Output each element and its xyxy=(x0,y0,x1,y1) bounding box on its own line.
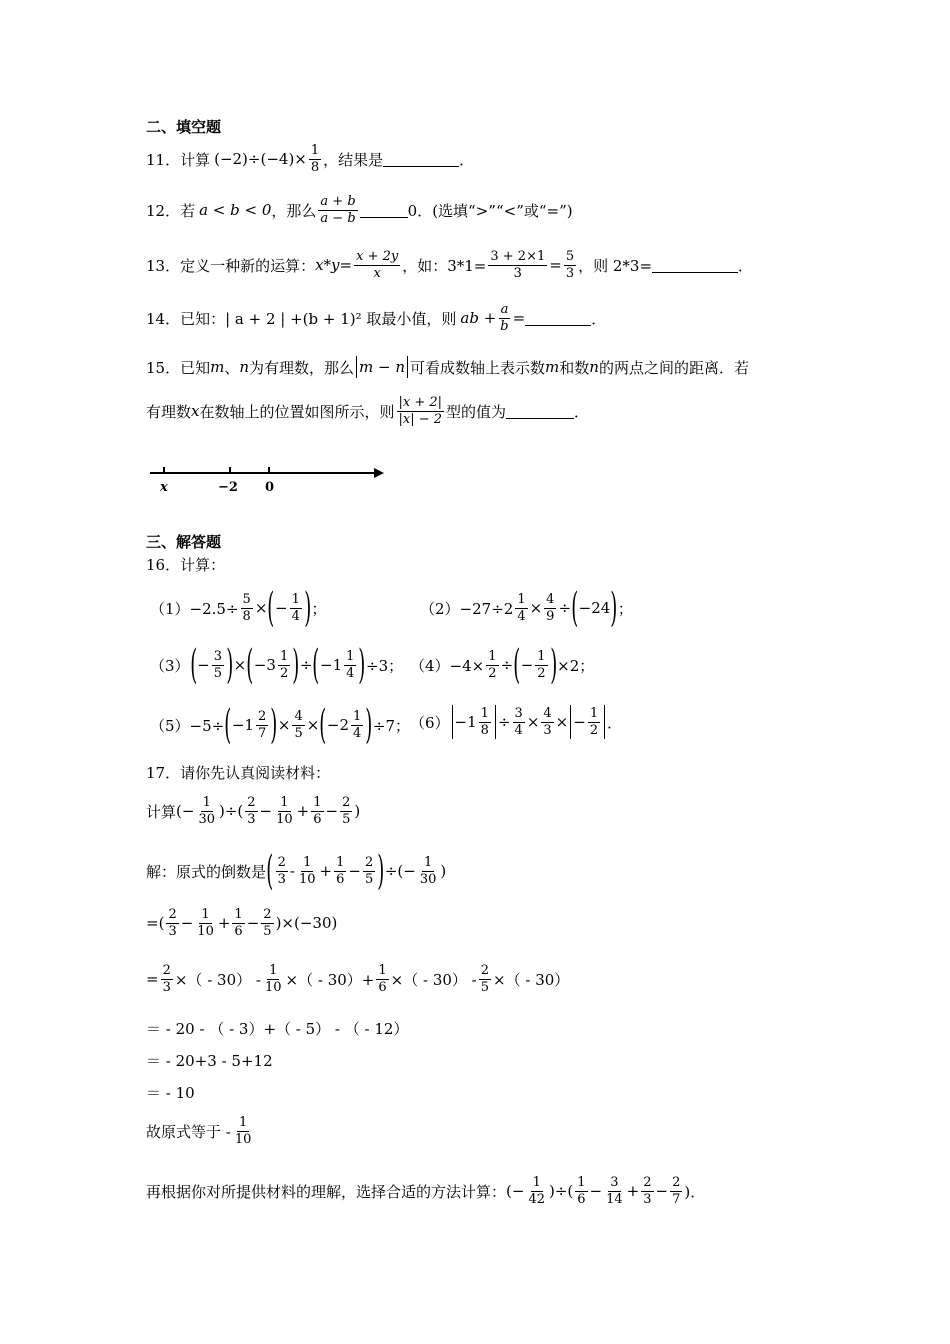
axis-label-0: 0 xyxy=(265,480,275,495)
question-14: 14．已知： | a + 2 | +(b + 1)² 取最小值，则 ab + $\frac{a}{b}$ = ． xyxy=(146,302,607,334)
q17-solution-line1: 解：原式的倒数是 ( 2 3 - 1 10 + 1 6 − 2 5 ) ÷(− 1 30 ) xyxy=(146,848,447,894)
fraction: |x + 2| |x| − 2 xyxy=(398,395,443,427)
question-16-title: 16．计算： xyxy=(146,556,226,574)
question-15-line1: 15．已知 m 、 n 为有理数，那么 m − n 可看成数轴上表示数 m 和数 n 的两点之间的距离．若 xyxy=(146,358,749,377)
fraction: $\frac{5}{3}$ xyxy=(565,249,575,281)
q17-solution-line7: 故原式等于 - 1 10 xyxy=(146,1115,252,1147)
section-heading-fill-blank: 二、填空题 xyxy=(146,118,222,136)
q16-part-5: （5）−5÷ ( −1 2 7 ) × 4 5 × ( −2 1 4 ) ÷7； xyxy=(150,702,411,748)
fraction: a + b a − b xyxy=(320,194,356,226)
fraction: $\frac{1}{8}$ xyxy=(310,143,320,175)
q16-part-4: （4）−4× $\frac{1}{2}$ ÷ ( − 1 2 ) ×2； xyxy=(410,642,595,688)
axis-label-x: x xyxy=(160,480,168,495)
question-12: 12．若 a < b < 0 ，那么 a + b a − b 0．(选填“>”“<”或“=”) xyxy=(146,194,573,226)
answer-blank[interactable] xyxy=(525,310,591,326)
question-17-title: 17．请你先认真阅读材料： xyxy=(146,764,331,782)
fraction: $\frac{3 + 2\times 1}{3}$ xyxy=(490,249,546,281)
q16-part-3: （3） ( − 3 5 ) × ( −3 1 2 ) ÷ ( −1 1 4 ) ÷3； xyxy=(150,642,404,688)
answer-blank[interactable] xyxy=(652,257,738,273)
q16-part-6: （6） −1 1 8 ÷ 3 4 × 4 3 × − 1 2 ． xyxy=(410,706,623,738)
q17-final-task: 再根据你对所提供材料的理解，选择合适的方法计算： (− 1 42 )÷( 1 6 − 3 14 + 2 3 − 2 7 )． xyxy=(146,1175,706,1207)
q17-solution-line4: ＝ - 20 - （ - 3）+（ - 5） - （ - 12） xyxy=(146,1020,409,1038)
section-heading-solve: 三、解答题 xyxy=(146,533,222,551)
q11-label: 11．计算 xyxy=(146,150,211,169)
absolute-value: m − n xyxy=(356,356,408,378)
q17-solution-line3: = $\frac{2}{3}$ ×（ - 30） - 1 10 ×（ - 30）+ 1 6 ×（ - 30） - 2 5 ×（ - 30） xyxy=(146,963,570,995)
q17-solution-line5: ＝ - 20+3 - 5+12 xyxy=(146,1052,273,1070)
fraction: $\frac{x + 2y}{x}$ xyxy=(356,249,399,281)
answer-blank[interactable] xyxy=(360,202,408,218)
fraction: $\frac{a}{b}$ xyxy=(500,302,509,334)
question-15-line2: 有理数 x 在数轴上的位置如图所示，则 |x + 2| |x| − 2 型的值为 ． xyxy=(146,395,590,427)
q16-part-1: （1）−2.5÷ $\frac{5}{8}$ × ( − 1 4 ) ； xyxy=(150,585,327,631)
axis-label-neg2: −2 xyxy=(218,480,238,495)
answer-blank[interactable] xyxy=(506,403,574,419)
q17-calc: 计算 (− 1 30 )÷( 2 3 − 1 10 + 1 6 − 2 5 ) xyxy=(146,795,361,827)
q16-part-2: （2）−27÷2 1 4 × 4 9 ÷ ( −24 ) ； xyxy=(420,585,633,631)
question-13: 13．定义一种新的运算： x*y= $\frac{x + 2y}{x}$ ，如：3*1= $\frac{3 + 2\times 1}{3}$ = $\frac{5}{3}$ ，则 2*3= ． xyxy=(146,249,754,281)
q17-solution-line6: ＝ - 10 xyxy=(146,1084,195,1102)
question-11: 11．计算 (−2)÷(−4)× $\frac{1}{8}$ ，结果是 ． xyxy=(146,143,475,175)
answer-blank[interactable] xyxy=(383,151,459,167)
number-line xyxy=(146,460,391,496)
q17-solution-line2: = ( $\frac{2}{3}$ − 1 10 + 1 6 − 2 5 )×(−30) xyxy=(146,907,338,939)
